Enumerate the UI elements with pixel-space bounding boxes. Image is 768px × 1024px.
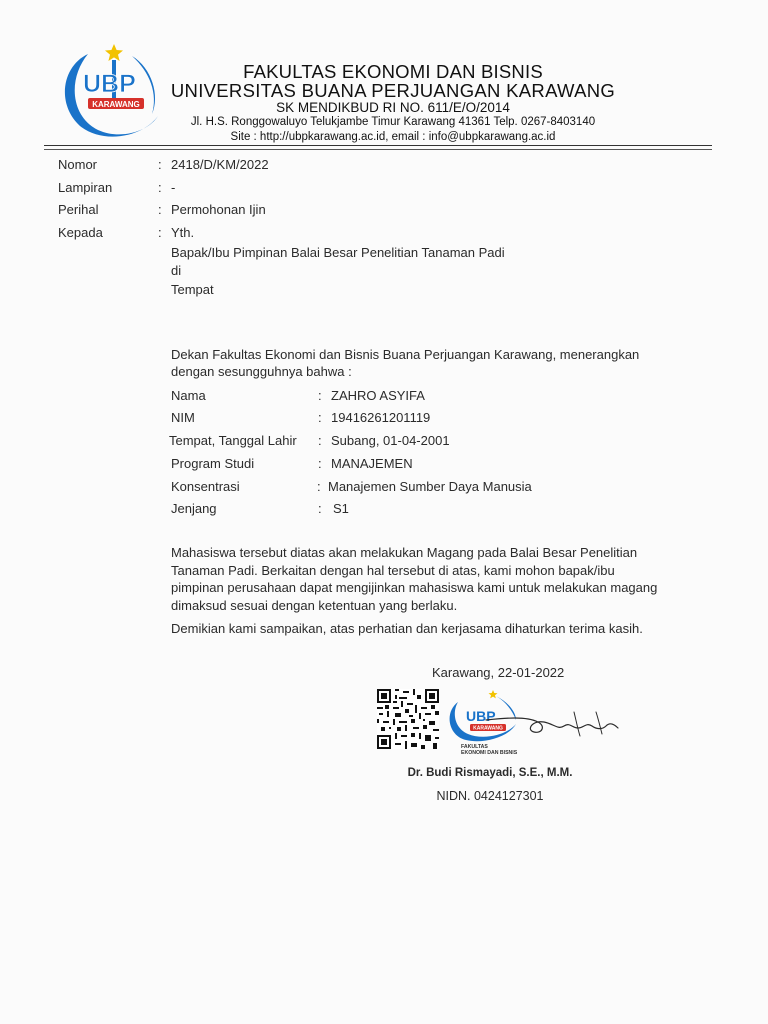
field-separator: : bbox=[318, 388, 322, 403]
signer-nidn: NIDN. 0424127301 bbox=[436, 789, 544, 803]
subject-value: Permohonan Ijin bbox=[171, 202, 266, 217]
svg-text:EKONOMI DAN BISNIS: EKONOMI DAN BISNIS bbox=[461, 750, 518, 756]
field-label: Lampiran bbox=[58, 180, 113, 195]
ubp-logo bbox=[58, 42, 164, 142]
field-label: Nomor bbox=[58, 157, 98, 172]
field-separator: : bbox=[318, 410, 322, 425]
svg-text:FAKULTAS: FAKULTAS bbox=[461, 744, 488, 750]
qr-code bbox=[377, 689, 439, 749]
field-label: Perihal bbox=[58, 202, 99, 217]
faculty-name: FAKULTAS EKONOMI DAN BISNIS bbox=[243, 61, 543, 82]
intro-line: dengan sesungguhnya bahwa : bbox=[171, 364, 352, 379]
signer-name: Dr. Budi Rismayadi, S.E., M.M. bbox=[407, 767, 573, 779]
student-field-label: Jenjang bbox=[171, 501, 217, 516]
student-field-label: Program Studi bbox=[171, 456, 255, 471]
recipient-line: Tempat bbox=[171, 282, 214, 297]
student-birth: Subang, 01-04-2001 bbox=[331, 433, 450, 448]
decree-number: SK MENDIKBUD RI NO. 611/E/O/2014 bbox=[276, 100, 510, 115]
faculty-stamp-signature bbox=[446, 690, 621, 758]
student-field-label: NIM bbox=[171, 410, 195, 425]
study-program: MANAJEMEN bbox=[331, 456, 413, 471]
recipient-line: di bbox=[171, 263, 182, 278]
field-separator: : bbox=[318, 433, 322, 448]
university-name: UNIVERSITAS BUANA PERJUANGAN KARAWANG bbox=[170, 80, 616, 101]
svg-text:UBP: UBP bbox=[83, 70, 136, 98]
student-id: 19416261201119 bbox=[331, 410, 431, 425]
closing-paragraph: Demikian kami sampaikan, atas perhatian dan kerjasama dihaturkan terima kasih. bbox=[171, 621, 643, 636]
degree-level: S1 bbox=[333, 501, 349, 516]
letter-number: 2418/D/KM/2022 bbox=[171, 157, 269, 172]
letterhead-divider bbox=[44, 145, 712, 146]
body-line: Mahasiswa tersebut diatas akan melakukan Magang pada Balai Besar Penelitian bbox=[171, 545, 638, 560]
body-line: dimaksud sesuai dengan ketentuan yang berlaku. bbox=[171, 598, 458, 613]
field-separator: : bbox=[158, 202, 162, 217]
field-separator: : bbox=[318, 456, 322, 471]
field-separator: : bbox=[158, 180, 162, 195]
svg-text:UBP: UBP bbox=[466, 708, 496, 724]
body-line: pimpinan perusahaan dapat mengijinkan mahasiswa kami untuk melakukan magang bbox=[171, 580, 658, 595]
recipient-line: Bapak/Ibu Pimpinan Balai Besar Penelitian Tanaman Padi bbox=[171, 245, 505, 260]
concentration: Manajemen Sumber Daya Manusia bbox=[328, 479, 532, 494]
intro-line: Dekan Fakultas Ekonomi dan Bisnis Buana Perjuangan Karawang, menerangkan bbox=[171, 347, 640, 362]
letterhead-text bbox=[168, 62, 618, 144]
addressee-salutation: Yth. bbox=[171, 225, 195, 240]
field-separator: : bbox=[158, 225, 162, 240]
student-field-label: Nama bbox=[171, 388, 206, 403]
field-separator: : bbox=[317, 479, 321, 494]
student-name: ZAHRO ASYIFA bbox=[331, 388, 425, 403]
svg-text:KARAWANG: KARAWANG bbox=[92, 100, 140, 109]
place-date: Karawang, 22-01-2022 bbox=[432, 665, 565, 680]
student-field-label: Konsentrasi bbox=[171, 479, 240, 494]
field-separator: : bbox=[158, 157, 162, 172]
student-field-label: Tempat, Tanggal Lahir bbox=[169, 433, 297, 448]
field-separator: : bbox=[318, 501, 322, 516]
letterhead-divider-thin bbox=[44, 149, 712, 150]
contact-line: Site : http://ubpkarawang.ac.id, email : info@ubpkarawang.ac.id bbox=[230, 131, 556, 143]
attachment-value: - bbox=[171, 180, 176, 195]
body-line: Tanaman Padi. Berkaitan dengan hal tersebut di atas, kami mohon bapak/ibu bbox=[171, 563, 615, 578]
address-line: Jl. H.S. Ronggowaluyo Telukjambe Timur Karawang 41361 Telp. 0267-8403140 bbox=[190, 116, 596, 128]
field-label: Kepada bbox=[58, 225, 103, 240]
svg-text:KARAWANG: KARAWANG bbox=[473, 725, 503, 732]
